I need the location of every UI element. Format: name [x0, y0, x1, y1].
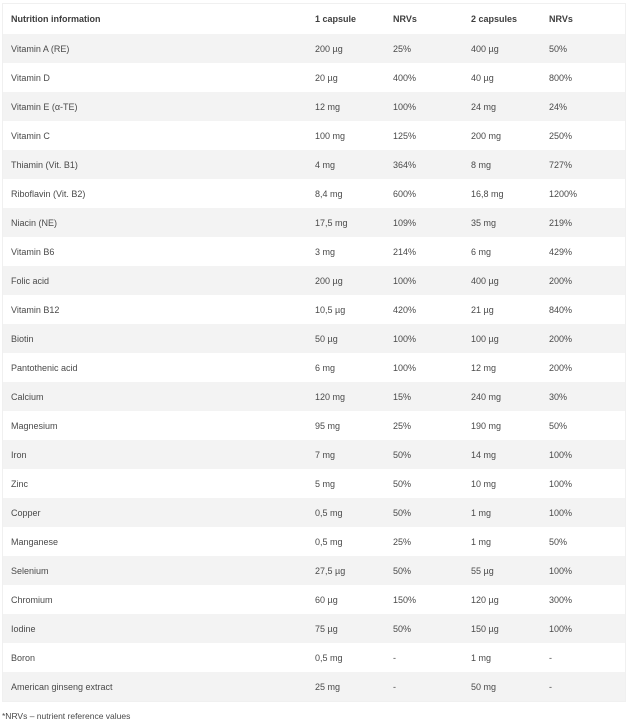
amount-1-capsule-cell: 95 mg [307, 411, 385, 440]
nrv-2-capsules-cell: - [541, 643, 625, 672]
amount-2-capsules-cell: 14 mg [463, 440, 541, 469]
table-row [3, 353, 625, 382]
nutrient-name-cell: Iron [3, 440, 307, 469]
nrv-1-capsule-cell: - [385, 643, 463, 672]
amount-1-capsule-cell: 6 mg [307, 353, 385, 382]
table-row [3, 295, 625, 324]
table-row [3, 469, 625, 498]
nutrient-name-cell: Niacin (NE) [3, 208, 307, 237]
amount-2-capsules-cell: 240 mg [463, 382, 541, 411]
nrv-2-capsules-cell: 840% [541, 295, 625, 324]
nrv-2-capsules-cell: 1200% [541, 179, 625, 208]
amount-2-capsules-cell: 150 µg [463, 614, 541, 643]
nrv-1-capsule-cell: 214% [385, 237, 463, 266]
nrv-2-capsules-cell: 50% [541, 34, 625, 63]
nutrient-name-cell: Selenium [3, 556, 307, 585]
nrv-2-capsules-cell: 727% [541, 150, 625, 179]
nutrient-name-cell: Folic acid [3, 266, 307, 295]
amount-1-capsule-cell: 0,5 mg [307, 643, 385, 672]
amount-2-capsules-cell: 6 mg [463, 237, 541, 266]
header-nrvs-2: NRVs [541, 4, 625, 34]
amount-2-capsules-cell: 100 µg [463, 324, 541, 353]
nrv-2-capsules-cell: 429% [541, 237, 625, 266]
nrv-1-capsule-cell: 50% [385, 614, 463, 643]
amount-2-capsules-cell: 8 mg [463, 150, 541, 179]
amount-1-capsule-cell: 7 mg [307, 440, 385, 469]
header-2-capsules: 2 capsules [463, 4, 541, 34]
amount-1-capsule-cell: 25 mg [307, 672, 385, 701]
table-row [3, 643, 625, 672]
nrv-1-capsule-cell: 25% [385, 34, 463, 63]
amount-1-capsule-cell: 5 mg [307, 469, 385, 498]
amount-1-capsule-cell: 10,5 µg [307, 295, 385, 324]
amount-1-capsule-cell: 17,5 mg [307, 208, 385, 237]
nrv-2-capsules-cell: 219% [541, 208, 625, 237]
nrv-1-capsule-cell: - [385, 672, 463, 701]
nutrient-name-cell: Copper [3, 498, 307, 527]
table-row [3, 63, 625, 92]
nutrient-name-cell: Magnesium [3, 411, 307, 440]
table-header [3, 4, 625, 34]
amount-2-capsules-cell: 200 mg [463, 121, 541, 150]
nrv-2-capsules-cell: 100% [541, 498, 625, 527]
table-row [3, 179, 625, 208]
nrv-2-capsules-cell: 100% [541, 556, 625, 585]
nutrient-name-cell: Zinc [3, 469, 307, 498]
table-row [3, 440, 625, 469]
nrv-1-capsule-cell: 100% [385, 266, 463, 295]
table-row [3, 208, 625, 237]
nutrient-name-cell: Vitamin D [3, 63, 307, 92]
amount-2-capsules-cell: 120 µg [463, 585, 541, 614]
table-body [3, 34, 625, 701]
amount-1-capsule-cell: 20 µg [307, 63, 385, 92]
nrv-1-capsule-cell: 150% [385, 585, 463, 614]
nrv-1-capsule-cell: 125% [385, 121, 463, 150]
nrv-1-capsule-cell: 400% [385, 63, 463, 92]
amount-1-capsule-cell: 12 mg [307, 92, 385, 121]
amount-1-capsule-cell: 0,5 mg [307, 498, 385, 527]
amount-1-capsule-cell: 120 mg [307, 382, 385, 411]
header-row [3, 4, 625, 34]
table-row [3, 411, 625, 440]
table-row [3, 556, 625, 585]
nrv-1-capsule-cell: 50% [385, 440, 463, 469]
amount-1-capsule-cell: 50 µg [307, 324, 385, 353]
table-row [3, 585, 625, 614]
nrv-1-capsule-cell: 50% [385, 469, 463, 498]
nrv-2-capsules-cell: 300% [541, 585, 625, 614]
amount-1-capsule-cell: 0,5 mg [307, 527, 385, 556]
amount-2-capsules-cell: 400 µg [463, 266, 541, 295]
nutrient-name-cell: American ginseng extract [3, 672, 307, 701]
table-row [3, 614, 625, 643]
table-row [3, 237, 625, 266]
table-row [3, 92, 625, 121]
nrv-2-capsules-cell: 24% [541, 92, 625, 121]
amount-2-capsules-cell: 12 mg [463, 353, 541, 382]
amount-1-capsule-cell: 200 µg [307, 266, 385, 295]
amount-2-capsules-cell: 190 mg [463, 411, 541, 440]
nutrient-name-cell: Riboflavin (Vit. B2) [3, 179, 307, 208]
nrv-2-capsules-cell: 100% [541, 614, 625, 643]
table-row [3, 527, 625, 556]
table-row [3, 382, 625, 411]
nrv-2-capsules-cell: 200% [541, 266, 625, 295]
header-nutrition-information: Nutrition information [3, 4, 307, 34]
nrv-2-capsules-cell: 50% [541, 411, 625, 440]
amount-2-capsules-cell: 1 mg [463, 527, 541, 556]
nrv-2-capsules-cell: 100% [541, 469, 625, 498]
amount-2-capsules-cell: 24 mg [463, 92, 541, 121]
nrv-2-capsules-cell: - [541, 672, 625, 701]
nrv-1-capsule-cell: 100% [385, 324, 463, 353]
header-1-capsule: 1 capsule [307, 4, 385, 34]
header-nrvs-1: NRVs [385, 4, 463, 34]
nrv-1-capsule-cell: 364% [385, 150, 463, 179]
nrv-2-capsules-cell: 250% [541, 121, 625, 150]
nrv-2-capsules-cell: 200% [541, 353, 625, 382]
amount-2-capsules-cell: 35 mg [463, 208, 541, 237]
nrv-2-capsules-cell: 200% [541, 324, 625, 353]
amount-2-capsules-cell: 16,8 mg [463, 179, 541, 208]
amount-1-capsule-cell: 200 µg [307, 34, 385, 63]
nrv-2-capsules-cell: 50% [541, 527, 625, 556]
table-row [3, 672, 625, 701]
amount-2-capsules-cell: 21 µg [463, 295, 541, 324]
table-row [3, 324, 625, 353]
nutrient-name-cell: Manganese [3, 527, 307, 556]
nutrient-name-cell: Thiamin (Vit. B1) [3, 150, 307, 179]
amount-1-capsule-cell: 75 µg [307, 614, 385, 643]
amount-1-capsule-cell: 27,5 µg [307, 556, 385, 585]
nutrient-name-cell: Pantothenic acid [3, 353, 307, 382]
nrv-1-capsule-cell: 50% [385, 556, 463, 585]
nutrition-table-container [2, 3, 626, 702]
amount-1-capsule-cell: 8,4 mg [307, 179, 385, 208]
amount-1-capsule-cell: 60 µg [307, 585, 385, 614]
table-row [3, 266, 625, 295]
nrv-1-capsule-cell: 600% [385, 179, 463, 208]
nutrient-name-cell: Vitamin B12 [3, 295, 307, 324]
nutrient-name-cell: Vitamin C [3, 121, 307, 150]
amount-2-capsules-cell: 1 mg [463, 643, 541, 672]
table-row [3, 34, 625, 63]
nutrient-name-cell: Biotin [3, 324, 307, 353]
nrv-1-capsule-cell: 50% [385, 498, 463, 527]
nrv-2-capsules-cell: 800% [541, 63, 625, 92]
amount-2-capsules-cell: 40 µg [463, 63, 541, 92]
nutrient-name-cell: Calcium [3, 382, 307, 411]
amount-2-capsules-cell: 1 mg [463, 498, 541, 527]
nutrient-name-cell: Chromium [3, 585, 307, 614]
amount-1-capsule-cell: 100 mg [307, 121, 385, 150]
amount-1-capsule-cell: 3 mg [307, 237, 385, 266]
nutrient-name-cell: Vitamin A (RE) [3, 34, 307, 63]
nrv-1-capsule-cell: 100% [385, 92, 463, 121]
nrv-1-capsule-cell: 109% [385, 208, 463, 237]
nrv-1-capsule-cell: 25% [385, 411, 463, 440]
table-row [3, 498, 625, 527]
nutrient-name-cell: Boron [3, 643, 307, 672]
amount-2-capsules-cell: 50 mg [463, 672, 541, 701]
nrv-2-capsules-cell: 30% [541, 382, 625, 411]
nrv-footnote: *NRVs – nutrient reference values [2, 711, 131, 721]
nrv-1-capsule-cell: 420% [385, 295, 463, 324]
nutrient-name-cell: Iodine [3, 614, 307, 643]
table-row [3, 121, 625, 150]
nrv-2-capsules-cell: 100% [541, 440, 625, 469]
amount-2-capsules-cell: 400 µg [463, 34, 541, 63]
amount-1-capsule-cell: 4 mg [307, 150, 385, 179]
nutrient-name-cell: Vitamin B6 [3, 237, 307, 266]
table-row [3, 150, 625, 179]
amount-2-capsules-cell: 55 µg [463, 556, 541, 585]
nutrition-table [3, 4, 625, 701]
nutrient-name-cell: Vitamin E (α-TE) [3, 92, 307, 121]
nrv-1-capsule-cell: 100% [385, 353, 463, 382]
nrv-1-capsule-cell: 15% [385, 382, 463, 411]
nrv-1-capsule-cell: 25% [385, 527, 463, 556]
amount-2-capsules-cell: 10 mg [463, 469, 541, 498]
